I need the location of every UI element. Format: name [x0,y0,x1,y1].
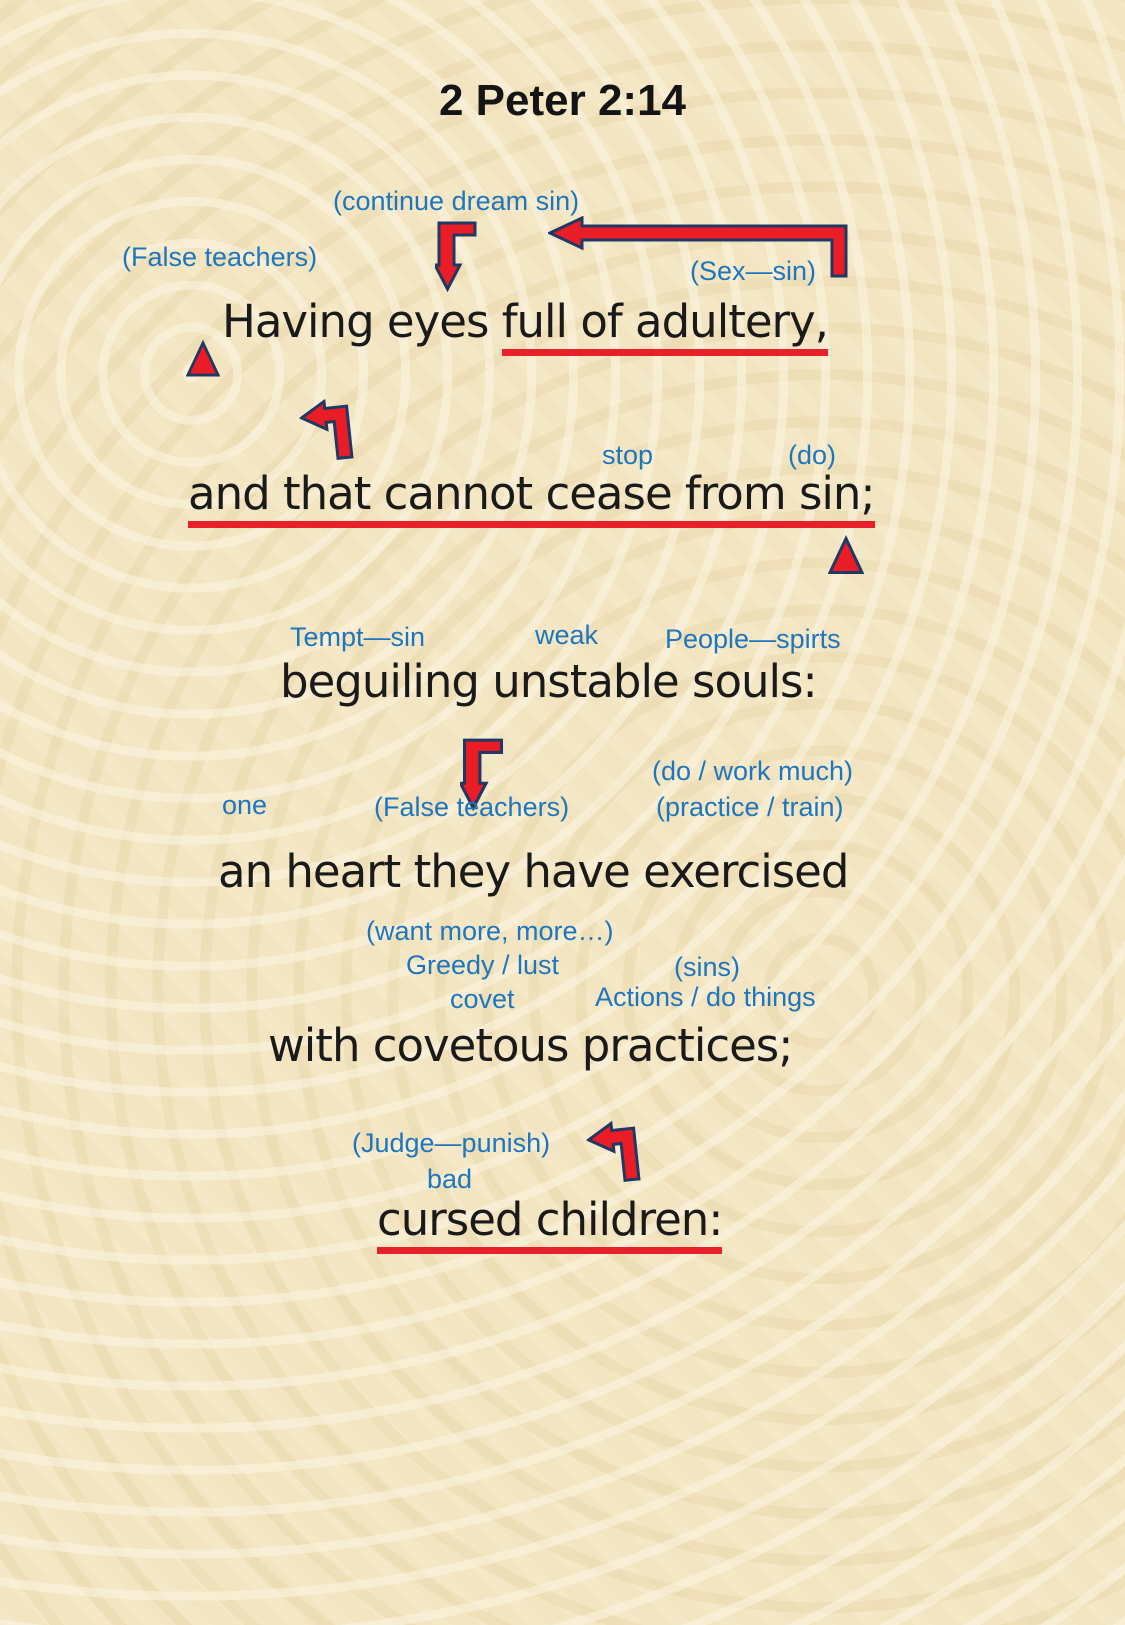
annotation-tempt-sin: Tempt—sin [290,622,426,652]
bent-up-left-arrow-1-icon [298,396,362,464]
annotation-false-teachers-2: (False teachers) [374,792,570,822]
verse-line-3: beguiling unstable souls: [280,655,817,708]
elbow-down-arrow-icon [435,219,479,293]
annotation-actions-do-things: Actions / do things [595,982,816,1012]
annotation-weak: weak [535,620,599,650]
annotation-false-teachers-1: (False teachers) [122,242,318,272]
annotation-sex-sin: (Sex—sin) [690,256,817,286]
page-title: 2 Peter 2:14 [438,76,687,125]
annotation-continue-dream-sin: (continue dream sin) [333,186,580,216]
verse-line-2 [188,468,875,520]
up-triangle-marker-1-icon [186,339,220,379]
verse-line-6-underlined: cursed children: [377,1193,722,1254]
annotation-covet: covet [450,984,515,1014]
annotation-greedy-lust: Greedy / lust [406,950,560,980]
annotation-want-more: (want more, more…) [366,916,614,946]
verse-line-1-underlined: full of adultery, [502,295,828,356]
annotation-one: one [222,790,268,820]
verse-line-6 [377,1194,722,1246]
annotation-people-spirts: People—spirts [665,624,841,654]
annotation-judge-punish: (Judge—punish) [352,1128,551,1158]
annotation-sins: (sins) [674,952,740,982]
verse-line-5: with covetous practices; [268,1019,793,1072]
verse-line-1-plain: Having eyes [222,295,502,348]
verse-line-1 [222,296,828,348]
annotation-practice-train: (practice / train) [656,792,844,822]
up-triangle-marker-2-icon [828,534,864,577]
bent-up-left-arrow-2-icon [585,1117,649,1187]
long-left-arrow-icon [548,216,848,278]
verse-line-2-underlined: and that cannot cease from sin; [188,467,875,528]
annotation-stop: stop [602,440,654,470]
annotation-do-work-much: (do / work much) [652,756,854,786]
annotation-do: (do) [788,440,837,470]
annotation-bad: bad [427,1164,473,1194]
verse-line-4: an heart they have exercised [218,845,849,898]
